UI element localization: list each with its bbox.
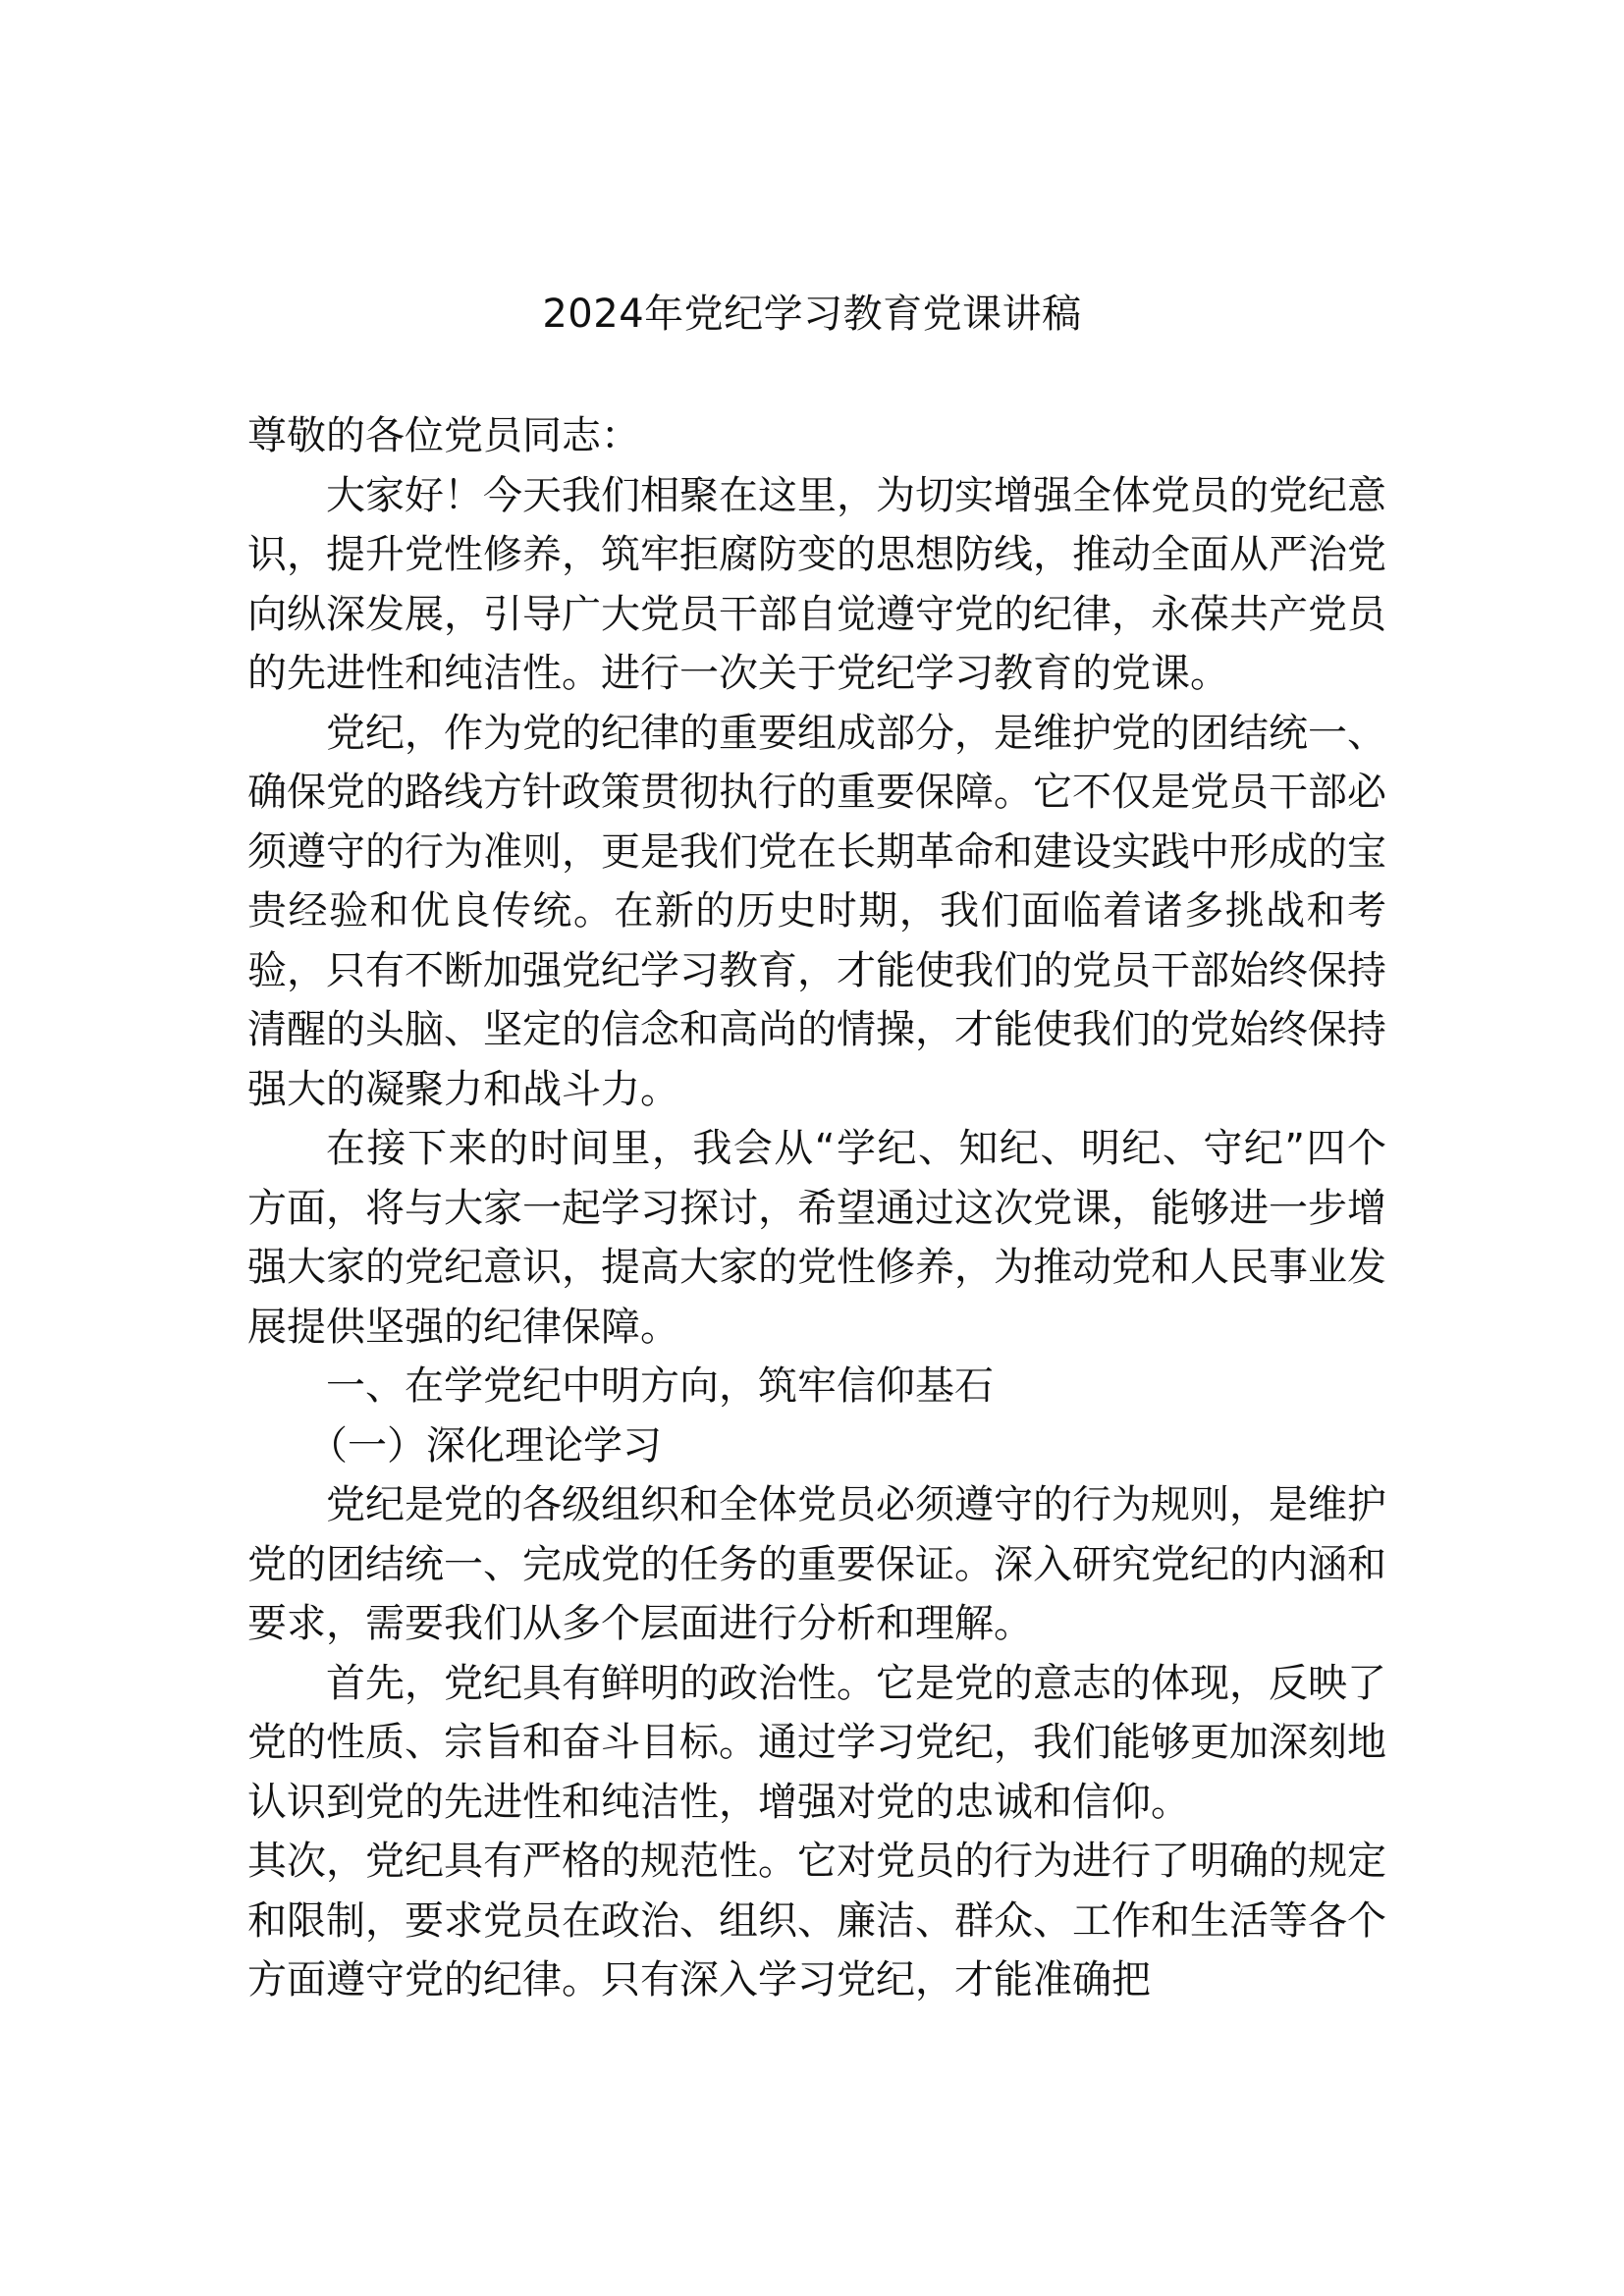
paragraph-first-point: 首先，党纪具有鲜明的政治性。它是党的意志的体现，反映了党的性质、宗旨和奋斗目标。通过学习党纪，我们能够更加深刻地认识到党的先进性和纯洁性，增强对党的忠诚和信仰。 — [247, 1660, 1386, 1825]
document-title: 2024年党纪学习教育党课讲稿 — [542, 292, 1082, 337]
paragraph-greeting: 大家好！今天我们相聚在这里，为切实增强全体党员的党纪意识，提升党性修养，筑牢拒腐防变的思想防线，推动全面从严治党向纵深发展，引导广大党员干部自觉遵守党的纪律，永葆共产党员的先进性和纯洁性。进行一次关于党纪学习教育的党课。 — [247, 472, 1386, 696]
paragraph-party-discipline: 党纪，作为党的纪律的重要组成部分，是维护党的团结统一、确保党的路线方针政策贯彻执行的重要保障。它不仅是党员干部必须遵守的行为准则，更是我们党在长期革命和建设实践中形成的宝贵经验和优良传统。在新的历史时期，我们面临着诸多挑战和考验，只有不断加强党纪学习教育，才能使我们的党员干部始终保持清醒的头脑、坚定的信念和高尚的情操，才能使我们的党始终保持强大的凝聚力和战斗力。 — [247, 710, 1386, 1112]
document-body — [247, 406, 1386, 2010]
subsection-heading: （一）深化理论学习 — [308, 1422, 662, 1468]
salutation: 尊敬的各位党员同志： — [247, 413, 640, 458]
paragraph-definition: 党纪是党的各级组织和全体党员必须遵守的行为规则，是维护党的团结统一、完成党的任务的重要保证。深入研究党纪的内涵和要求，需要我们从多个层面进行分析和理解。 — [247, 1482, 1386, 1646]
section-heading: 一、在学党纪中明方向，筑牢信仰基石 — [326, 1363, 994, 1409]
paragraph-second-point: 其次，党纪具有严格的规范性。它对党员的行为进行了明确的规定和限制，要求党员在政治、组织、廉洁、群众、工作和生活等各个方面遵守党的纪律。只有深入学习党纪，才能准确把 — [247, 1839, 1386, 2002]
paragraph-outline: 在接下来的时间里，我会从“学纪、知纪、明纪、守纪”四个方面，将与大家一起学习探讨，希望通过这次党课，能够进一步增强大家的党纪意识，提高大家的党性修养，为推动党和人民事业发展提供坚强的纪律保障。 — [247, 1126, 1386, 1350]
